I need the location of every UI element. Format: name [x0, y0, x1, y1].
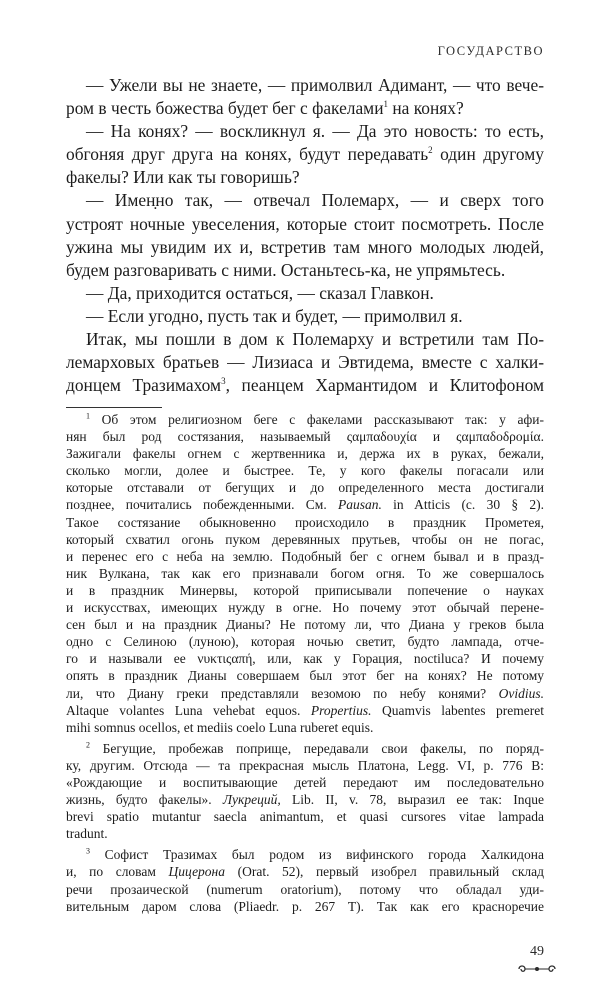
- footnote: [66, 846, 544, 914]
- text-line: донцем Тразимахом$^3$, пеанцем Хармантидом и Клитофоном: [66, 375, 544, 396]
- paragraph: [66, 74, 544, 120]
- footnote-line: и, по словам Цицерона (Orat. 52), первый изобрел правильный склад: [66, 864, 544, 880]
- text-line: лемарховых братьев — Лизиаса и Эвтидема, вместе с халки-: [66, 352, 544, 373]
- paragraph: [66, 305, 544, 328]
- text-line: ужина мы увидим их и, встретив там много молодых людей,: [66, 236, 544, 257]
- footnote-line: и перенес его с неба на землю. Подобный бег с огнем бывал и в празд-: [66, 548, 544, 564]
- footnote-line: сен был и на праздник Дианы? Не потому ли, что Диана у греков была: [66, 617, 544, 633]
- footnote-line: Зажигали факелы огнем с жертвенника и, держа их в руках, бежали,: [66, 446, 544, 462]
- text-line: — Ужели вы не знаете, — примолвил Адимант, — что вече-: [86, 75, 544, 95]
- paragraph: [66, 120, 544, 189]
- text-line: ром в честь божества будет бег с факелами$^1$ на конях?: [66, 98, 464, 119]
- footnote-marker[interactable]: 1: [383, 99, 388, 110]
- italic-term: Лукреций,: [222, 792, 281, 808]
- footnote-line: и искусствах, имеющих нужду в огне. Но почему этот обычай перене-: [66, 600, 544, 616]
- footnote: [66, 740, 544, 843]
- footnote-line: ли, что Диану греки представляли везомою по небу конями? Ovidius.: [66, 685, 544, 701]
- footnote-line: речи прозаической (numerum oratorium), потому что обладал уди-: [66, 881, 544, 897]
- footnote-line: $^3$ Софист Тразимах был родом из вифинского города Халкидона: [86, 846, 544, 863]
- footnote-line: ку, другим. Отсюда — та прекрасная мысль Платона, Legg. VI, p. 776 В:: [66, 757, 544, 773]
- text-line: факелы? Или как ты говоришь?: [66, 167, 300, 188]
- text-line: будем разговаривать с ними. Останьтесь-ка, не упрямьтесь.: [66, 259, 506, 280]
- text-line: — Да, приходится остаться, — сказал Главкон.: [86, 282, 434, 303]
- footnote-line: ник Вулкана, так как его признавали богом огня. То же совершалось: [66, 565, 544, 581]
- italic-term: Цицерона: [168, 864, 226, 880]
- footnote-number: 2: [86, 740, 90, 750]
- footnote-line: опять в праздник Дианы совершаем был этот бег на конях? Не потому: [66, 668, 544, 684]
- paragraph: [66, 189, 544, 281]
- paragraph: [66, 282, 544, 305]
- page-number: 49: [530, 944, 544, 959]
- footnote-line: Altaque volantes Luna vehebat equos. Propertius. Quamvis labentes premeret: [66, 702, 545, 718]
- text-line: обгоняя друг друга на конях, будут передавать$^2$ один другому: [66, 144, 544, 165]
- italic-term: Propertius.: [310, 702, 372, 718]
- footnote-line: Такое состязание обыкновенно происходило в праздник Прометея,: [66, 514, 544, 530]
- footnote-marker[interactable]: 3: [221, 376, 226, 387]
- footnote-number: 3: [86, 846, 90, 856]
- text-line: — Если угодно, пусть так и будет, — примолвил я.: [86, 305, 463, 326]
- footnote-line: mihi somnus ocellos, et mediis coelo Luna ruberet equis.: [66, 719, 374, 735]
- footnote-line: которые отставали от бегущих и до определенного места достигали: [66, 480, 544, 496]
- footnote-line: вительным даром слова (Pliaedr. p. 267 Т). Так как его красноречие: [66, 898, 544, 914]
- text-line: Итак, мы пошли в дом к Полемарху и встретили там По-: [86, 329, 544, 350]
- footnote-line: который схватил огонь пуком деревянных прутьев, чтобы он не погас,: [66, 531, 544, 547]
- footnotes: [66, 411, 544, 919]
- footnote-line: $^1$ Об этом религиозном беге с факелами рассказывают так: у афи-: [86, 411, 544, 427]
- ornament-icon: [515, 962, 559, 976]
- footnote-line: одно с Селиною (луною), которая ночью светит, будто лампада, отче-: [66, 634, 544, 650]
- footnote-line: нян был род состязания, называемый ςαμπαδουχία и ςαμπαδοδρομία.: [66, 429, 544, 445]
- footnote-line: го и называли ее νυκτιςαπή, или, как у Горация, noctiluca? И почему: [66, 651, 544, 667]
- italic-term: Ovidius.: [498, 685, 544, 701]
- footnote-line: brevi spatio mutantur saecla animantum, et quasi cursores vitae lampada: [66, 809, 544, 825]
- paragraph: [66, 328, 544, 397]
- text-line: устроят ночные увеселения, которые стоит посмотреть. После: [66, 213, 544, 234]
- footnote-line: жизнь, будто факелы». Лукреций, Lib. II, v. 78, выразил ее так: Inque: [66, 792, 544, 808]
- italic-term: Pausan.: [337, 497, 382, 513]
- running-head: ГОСУДАРСТВО: [437, 44, 544, 58]
- text-line: — На конях? — воскликнул я. — Да это новость: то есть,: [86, 121, 544, 142]
- footnote: [66, 411, 544, 736]
- footnote-line: «Рождающие и воспитывающие детей передают им последовательно: [66, 774, 544, 790]
- footnote-marker[interactable]: 2: [428, 145, 433, 156]
- footnote-number: 1: [86, 411, 90, 421]
- text-line: — Имен̣но так, — отвечал Полемарх, — и сверх того: [86, 190, 544, 211]
- footnote-line: сколько могли, долее и быстрее. Те, у кого факелы погасали или: [66, 463, 544, 479]
- main-text: [66, 74, 544, 397]
- footnote-line: позднее, почитались побежденными. См. Pausan. in Atticis (c. 30 § 2).: [66, 497, 544, 513]
- footnote-line: tradunt.: [66, 826, 108, 842]
- footnote-separator: [66, 407, 162, 408]
- footnote-line: и в праздник Минервы, которой приписывали попечение о науках: [66, 582, 544, 598]
- footnote-line: $^2$ Бегущие, пробежав поприще, передавали свои факелы, по поряд-: [86, 740, 544, 756]
